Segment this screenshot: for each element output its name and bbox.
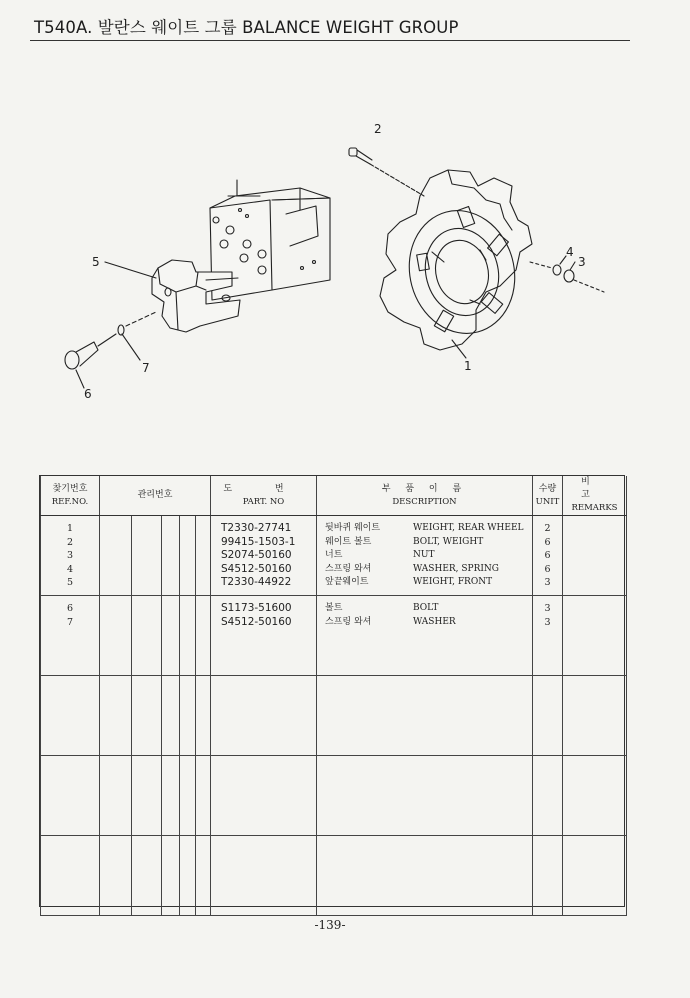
description — [325, 602, 532, 616]
ref-no: 3 — [66, 550, 74, 561]
table-row-group — [41, 596, 627, 676]
part-number: S1173-51600 — [221, 602, 292, 614]
description-english: WEIGHT, REAR WHEEL — [413, 523, 524, 533]
part-cell — [211, 676, 317, 756]
mgmt-cell — [100, 756, 132, 836]
part-cell — [211, 596, 317, 676]
description-english: WASHER, SPRING — [413, 563, 500, 574]
description-korean: 너트 — [325, 550, 343, 560]
weight-bolt-drawing — [349, 148, 424, 196]
unit-qty: 6 — [544, 536, 551, 548]
description-english: NUT — [413, 550, 435, 560]
unit-qty: 3 — [544, 603, 551, 614]
mgmt-cell — [196, 596, 211, 676]
ref-no: 4 — [66, 563, 74, 575]
ref-no: 7 — [66, 616, 74, 628]
ref-cell — [41, 596, 100, 676]
part-number: S2074-50160 — [221, 549, 292, 561]
mgmt-cell — [180, 676, 196, 756]
description — [325, 563, 532, 577]
mgmt-cell — [180, 516, 196, 596]
mgmt-cell — [100, 596, 132, 676]
description-korean: 스프링 와셔 — [325, 563, 372, 574]
part-cell — [211, 836, 317, 916]
rear-wheel-weight-drawing — [380, 170, 532, 350]
description — [325, 576, 532, 590]
header-ref: 찾기번호 REF.NO. — [41, 476, 100, 516]
ref-no: 5 — [66, 577, 74, 588]
parts-table — [39, 475, 625, 907]
description-korean: 볼트 — [325, 603, 343, 613]
mgmt-cell — [196, 516, 211, 596]
mgmt-cell — [162, 516, 180, 596]
description — [325, 536, 532, 550]
remarks-cell — [563, 756, 627, 836]
callout-1: 1 — [464, 359, 472, 373]
unit-qty: 6 — [544, 550, 551, 561]
unit-cell — [533, 516, 563, 596]
ref-no: 1 — [66, 523, 74, 534]
mgmt-cell — [196, 836, 211, 916]
page-number: -139- — [314, 918, 346, 932]
unit-qty: 3 — [544, 616, 551, 628]
mgmt-cell — [162, 596, 180, 676]
table-row-group — [41, 756, 627, 836]
header-mgmt: 관리번호 — [100, 476, 211, 516]
desc-cell — [317, 676, 533, 756]
description-korean: 스프링 와셔 — [325, 616, 372, 627]
part-cell — [211, 756, 317, 836]
mgmt-cell — [196, 676, 211, 756]
callout-4: 4 — [566, 245, 574, 259]
remarks-cell — [563, 836, 627, 916]
header-remarks: 비 고 REMARKS — [563, 476, 627, 516]
mgmt-cell — [162, 836, 180, 916]
unit-cell — [533, 596, 563, 676]
table-row-group — [41, 676, 627, 756]
mgmt-cell — [100, 516, 132, 596]
mgmt-cell — [100, 676, 132, 756]
ref-no: 6 — [66, 603, 74, 614]
header-desc: 부 품 이 름 DESCRIPTION — [317, 476, 533, 516]
callout-2: 2 — [374, 122, 382, 136]
part-cell — [211, 516, 317, 596]
callout-6: 6 — [84, 387, 92, 401]
mgmt-cell — [132, 676, 162, 756]
ref-cell — [41, 516, 100, 596]
desc-cell — [317, 516, 533, 596]
description-english: WEIGHT, FRONT — [413, 577, 493, 587]
table-row-group — [41, 516, 627, 596]
remarks-cell — [563, 596, 627, 676]
description — [325, 522, 532, 536]
ref-cell — [41, 756, 100, 836]
description-korean: 앞끝웨이트 — [325, 577, 369, 587]
exploded-parts-diagram — [0, 0, 690, 470]
mgmt-cell — [196, 756, 211, 836]
desc-cell — [317, 756, 533, 836]
unit-cell — [533, 676, 563, 756]
ref-no: 2 — [66, 536, 74, 548]
callout-3: 3 — [578, 255, 586, 269]
callout-5: 5 — [92, 255, 100, 269]
part-number: S4512-50160 — [221, 562, 292, 575]
header-unit: 수량 UNIT — [533, 476, 563, 516]
callout-7: 7 — [142, 361, 150, 375]
mgmt-cell — [132, 756, 162, 836]
mgmt-cell — [162, 756, 180, 836]
mgmt-cell — [162, 676, 180, 756]
unit-cell — [533, 836, 563, 916]
remarks-cell — [563, 676, 627, 756]
part-number: 99415-1503-1 — [221, 535, 296, 548]
desc-cell — [317, 836, 533, 916]
unit-qty: 2 — [544, 523, 551, 534]
ref-cell — [41, 676, 100, 756]
part-number: T2330-27741 — [221, 522, 292, 534]
description-korean: 뒷바퀴 웨이트 — [325, 523, 381, 533]
mgmt-cell — [132, 516, 162, 596]
mgmt-cell — [132, 836, 162, 916]
page-title: T540A. 발란스 웨이트 그룹 BALANCE WEIGHT GROUP — [34, 18, 459, 37]
part-number: T2330-44922 — [221, 576, 292, 588]
nut-washer-drawing — [530, 262, 604, 292]
unit-qty: 6 — [544, 563, 551, 575]
description — [325, 549, 532, 563]
description — [325, 616, 532, 630]
ref-cell — [41, 836, 100, 916]
mgmt-cell — [180, 756, 196, 836]
description-english: WASHER — [413, 616, 456, 627]
unit-cell — [533, 756, 563, 836]
table-row-group — [41, 836, 627, 916]
description-english: BOLT, WEIGHT — [413, 536, 484, 547]
mgmt-cell — [180, 596, 196, 676]
header-part: 도 번 PART. NO — [211, 476, 317, 516]
desc-cell — [317, 596, 533, 676]
description-korean: 웨이트 볼트 — [325, 536, 372, 547]
part-number: S4512-50160 — [221, 615, 292, 628]
remarks-cell — [563, 516, 627, 596]
description-english: BOLT — [413, 603, 439, 613]
unit-qty: 3 — [544, 577, 551, 588]
mgmt-cell — [180, 836, 196, 916]
mgmt-cell — [132, 596, 162, 676]
mgmt-cell — [100, 836, 132, 916]
